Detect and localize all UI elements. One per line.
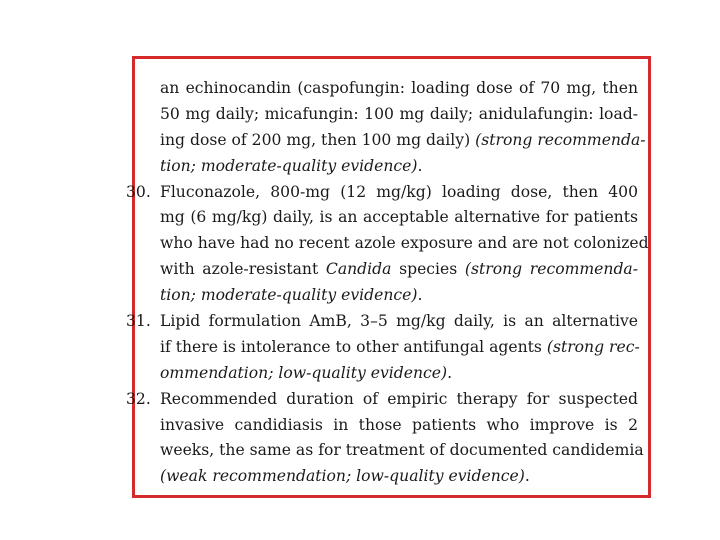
item-32-line-4: (weak recommendation; low-quality evidence). bbox=[160, 467, 530, 486]
item-32-line-3: weeks, the same as for treatment of documented candidemia bbox=[160, 441, 644, 460]
highlight-frame bbox=[126, 56, 651, 498]
item-31-line-3: ommendation; low-quality evidence). bbox=[160, 363, 453, 382]
item-32-line-1: 32. Recommended duration of empiric therapy for suspected bbox=[126, 389, 638, 408]
item-30-line-1: 30. Fluconazole, 800-mg (12 mg/kg) loading dose, then 400 bbox=[126, 182, 638, 201]
item-31-line-2: if there is intolerance to other antifungal agents (strong rec- bbox=[160, 337, 640, 356]
intro-line-1: an echinocandin (caspofungin: loading dose of 70 mg, then bbox=[160, 79, 638, 97]
item-32-line-2: invasive candidiasis in those patients who improve is 2 bbox=[160, 415, 638, 434]
intro-line-4: tion; moderate-quality evidence). bbox=[160, 156, 423, 175]
guideline-text bbox=[126, 76, 649, 490]
intro-line-2: 50 mg daily; micafungin: 100 mg daily; anidulafungin: load- bbox=[160, 104, 638, 123]
item-30-line-2: mg (6 mg/kg) daily, is an acceptable alternative for patients bbox=[160, 208, 638, 227]
intro-line-3: ing dose of 200 mg, then 100 mg daily) (strong recommenda- bbox=[160, 130, 646, 149]
item-30-line-5: tion; moderate-quality evidence). bbox=[160, 286, 423, 305]
item-30-line-3: who have had no recent azole exposure and are not colonized bbox=[160, 234, 649, 253]
item-30-line-4: with azole-resistant Candida species (strong recommenda- bbox=[160, 260, 638, 279]
item-31-line-1: 31. Lipid formulation AmB, 3–5 mg/kg daily, is an alternative bbox=[126, 312, 638, 331]
